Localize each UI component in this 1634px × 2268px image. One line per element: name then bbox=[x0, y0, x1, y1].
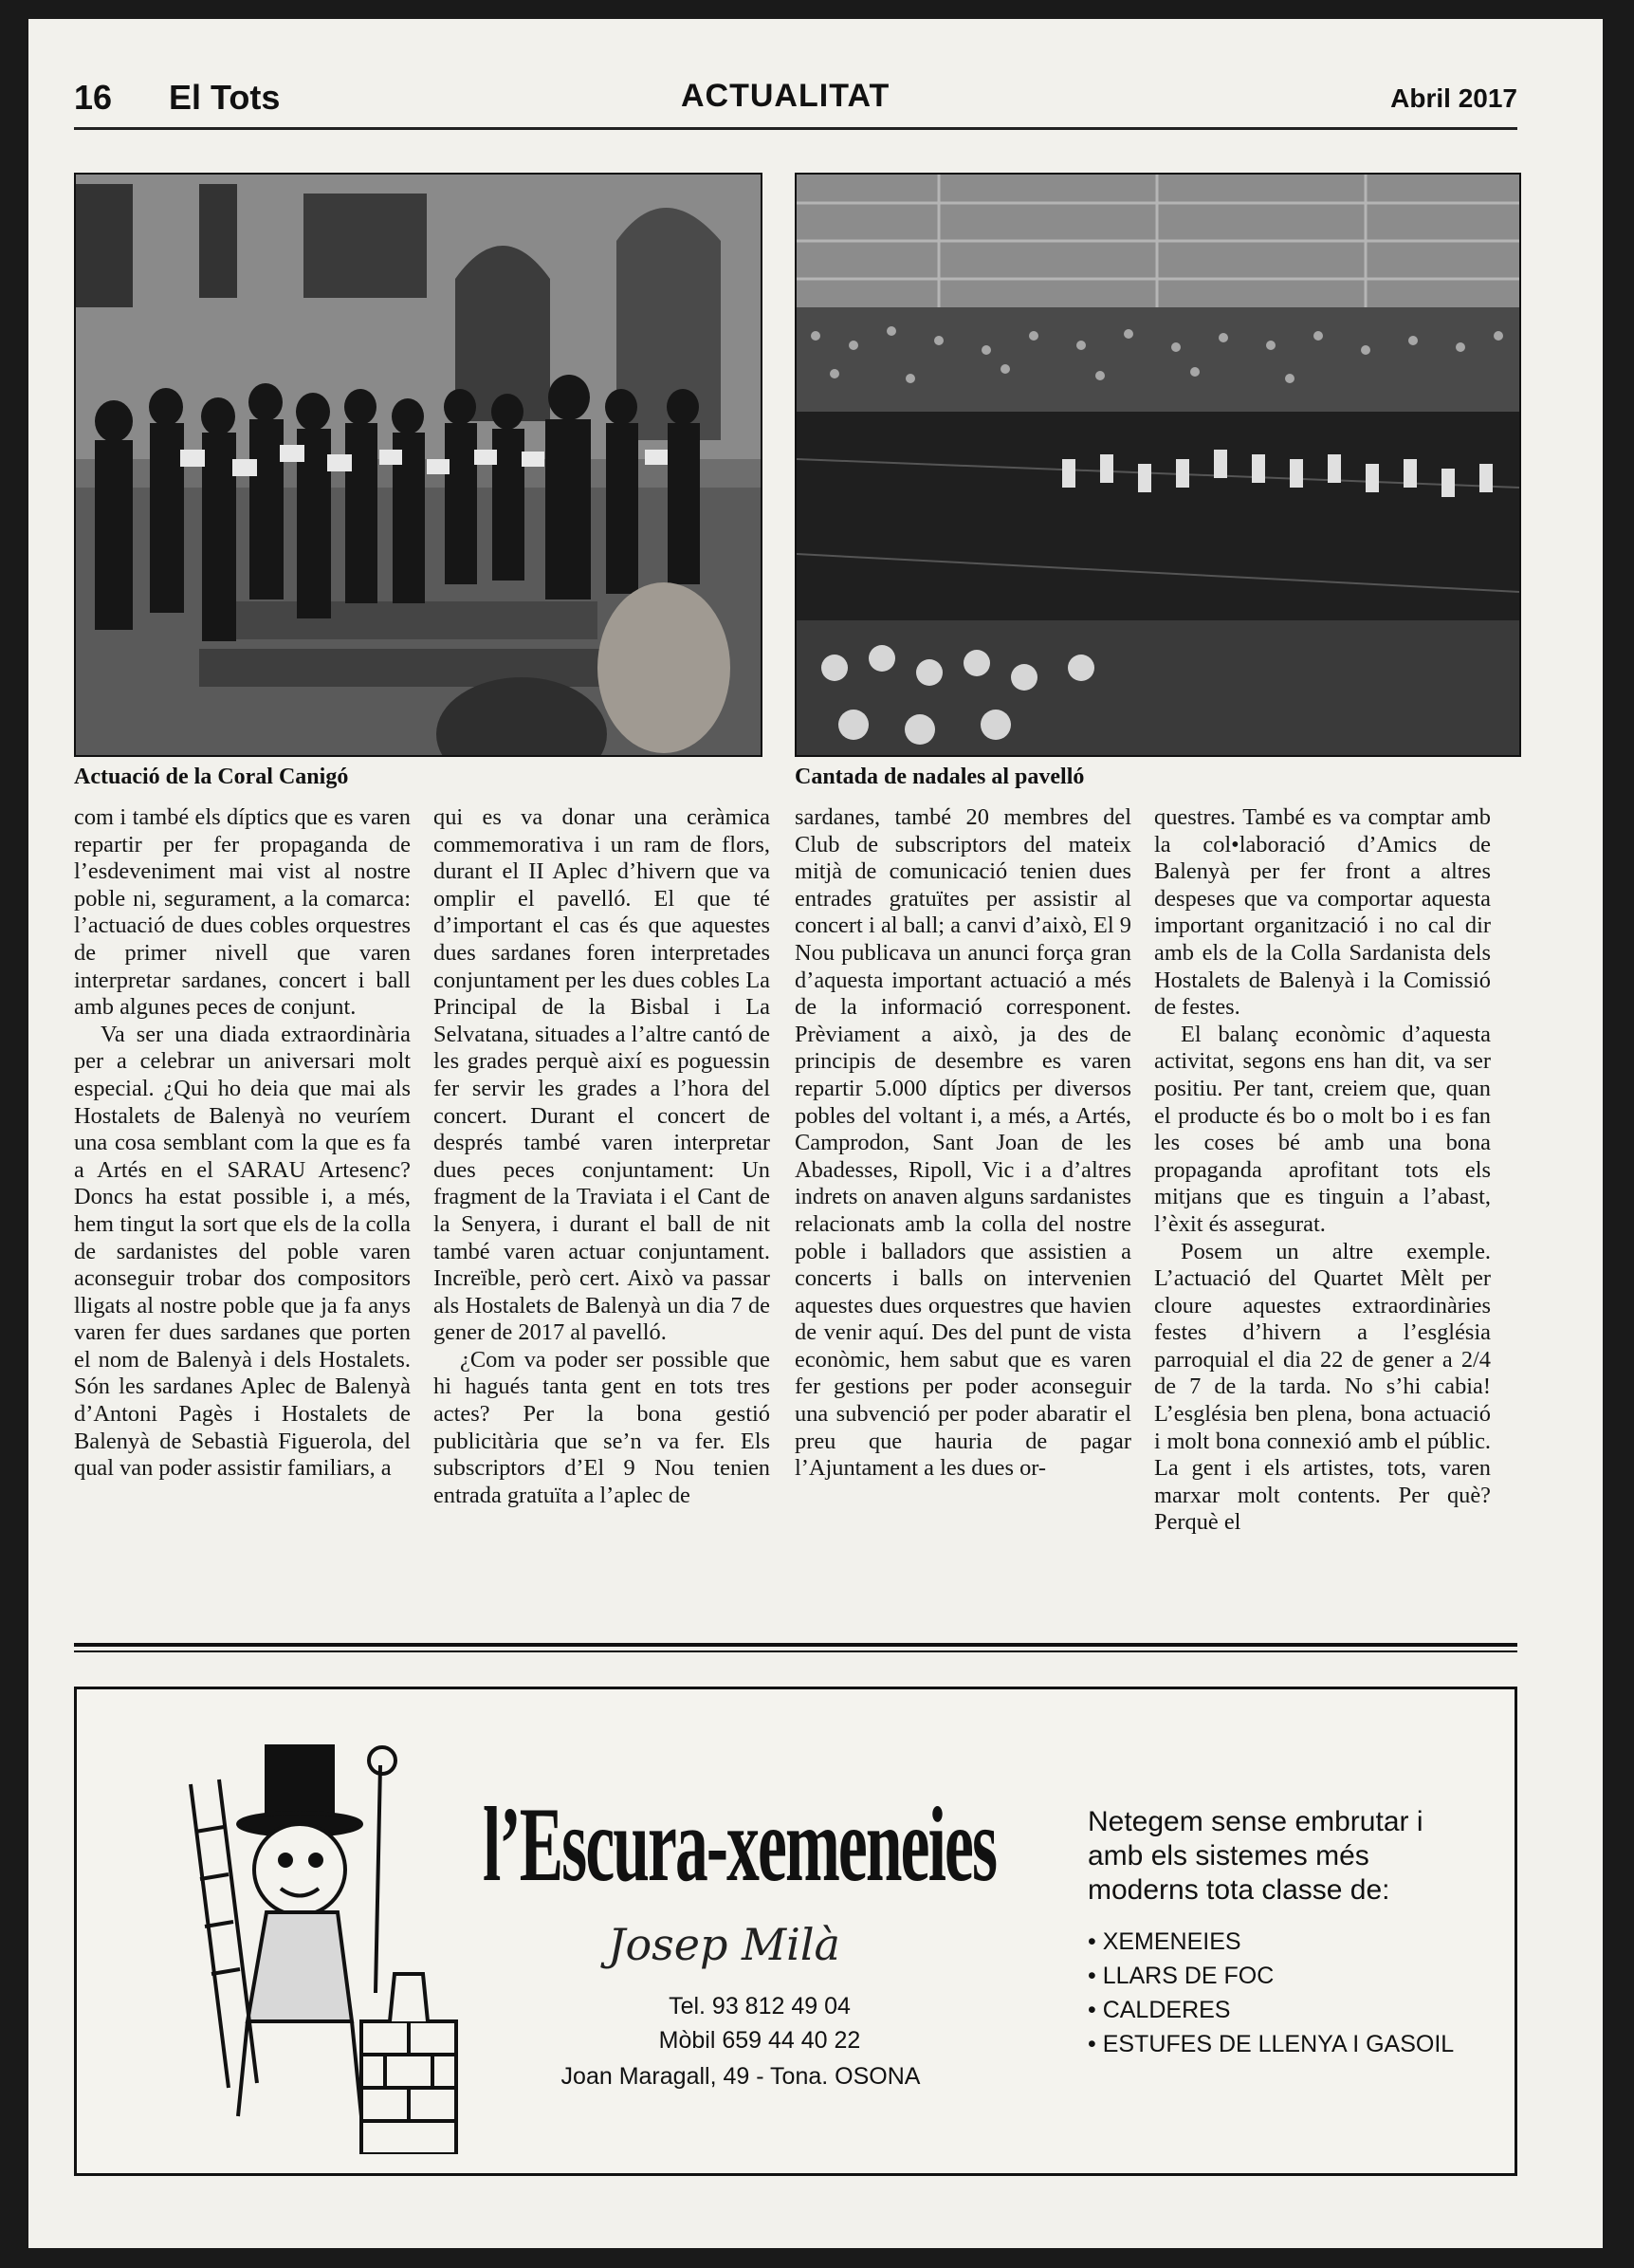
chimney-sweep-icon bbox=[134, 1708, 475, 2154]
article-column bbox=[795, 804, 1131, 1618]
ad-tagline: Netegem sense embrutar i amb els sistemes més moderns tota classe de: bbox=[1088, 1806, 1423, 1906]
paragraph: qui es va donar una ceràmica commemorativa i un ram de flors, durant el II Aplec d’hivern que va omplir el pavelló. El que té d’important el cas és que aquestes dues sardanes foren interpretades conjuntament per les dues cobles La Principal de la Bisbal i La Selvatana, situades a l’altre cantó de les grades perquè així es poguessin fer servir les grades a l’hora del concert. Durant el concert de després també varen interpretar dues peces conjuntament: Un fragment de la Traviata i el Cant de la Senyera, i durant el ball de nit també varen actuar conjuntament. Increïble, però cert. Això va passar als Hostalets de Balenyà un dia 7 de gener de 2017 al pavelló. bbox=[433, 804, 770, 1346]
photo-caption: Actuació de la Coral Canigó bbox=[74, 765, 349, 789]
paragraph: Va ser una diada extraordinària per a celebrar un aniversari molt especial. ¿Qui ho deia que mai als Hostalets de Balenyà no veuríem una cosa semblant com la que es fa a Artés en el SARAU Artesenc? Doncs ha estat possible i, a més, hem tingut la sort que els de la colla de sardanistes del poble varen aconseguir trobar dos compositors lligats al nostre poble que ja fa anys varen fer dues sardanes que porten el nom de Balenyà i dels Hostalets. Són les sardanes Aplec de Balenyà d’Antoni Pagès i Hostalets de Balenyà de Sebastià Figuerola, del qual van poder assistir familiars, a bbox=[74, 1021, 411, 1482]
ad-service-item: • XEMENEIES bbox=[1088, 1925, 1454, 1959]
issue-date: Abril 2017 bbox=[1390, 83, 1517, 113]
page-number: 16 bbox=[74, 78, 113, 117]
ad-service-item: • CALDERES bbox=[1088, 1993, 1454, 2027]
choir-photo bbox=[74, 173, 762, 757]
article-column bbox=[74, 804, 411, 1618]
article-column bbox=[1154, 804, 1491, 1618]
paragraph: El balanç econòmic d’aquesta activitat, segons ens han dit, va ser positiu. Per tant, creiem que, quan el producte és bo o molt bo i es fan les coses bé amb una bona propaganda aprofitant tots els mitjans que es tinguin a l’abast, l’èxit és assegurat. bbox=[1154, 1021, 1491, 1237]
paragraph: ¿Com va poder ser possible que hi hagués tanta gent en tots tres actes? Per la bona gestió publicitària que se’n va fer. Els subscriptors d’El 9 Nou tenien entrada gratuïta a l’aplec de bbox=[433, 1346, 770, 1508]
divider bbox=[74, 1650, 1517, 1652]
divider bbox=[74, 1643, 1517, 1647]
ad-service-item: • ESTUFES DE LLENYA I GASOIL bbox=[1088, 2027, 1454, 2061]
ad-phone: Tel. 93 812 49 04 bbox=[669, 1993, 851, 2019]
article-column bbox=[433, 804, 770, 1618]
ad-service-item: • LLARS DE FOC bbox=[1088, 1959, 1454, 1993]
section-title: ACTUALITAT bbox=[681, 78, 890, 114]
paragraph: Posem un altre exemple. L’actuació del Quartet Mèlt per cloure aquestes extraordinàries festes d’hivern a l’església parroquial el dia 22 de gener a 2/4 de 7 de la tarda. No s’hi cabia! L’església ben plena, bona actuació i molt bona connexió amb el públic. La gent i els artistes, tots, varen marxar molt contents. Per què? Perquè el bbox=[1154, 1238, 1491, 1536]
ad-services-list bbox=[1088, 1925, 1454, 2061]
paragraph: sardanes, també 20 membres del Club de subscriptors del mateix mitjà de comunicació tenien dues entrades gratuïtes per assistir al concert i al ball; a canvi d’això, El 9 Nou publicava un anunci força gran d’aquesta important actuació a més de la informació corresponent. Prèviament a això, ja des de principis de desembre es varen repartir 5.000 díptics per diversos pobles del voltant i, a més, a Artés, Camprodon, Sant Joan de les Abadesses, Ripoll, Vic i a d’altres indrets on anaven alguns sardanistes relacionats amb la colla del nostre poble i balladors que assistien a concerts i balls on intervenien aquestes dues orquestres que havien de venir aquí. Des del punt de vista econòmic, hem sabut que es varen fer gestions per poder aconseguir una subvenció per poder abaratir el preu que hauria de pagar l’Ajuntament a les dues or- bbox=[795, 804, 1131, 1482]
paragraph: com i també els díptics que es varen repartir per fer propaganda de l’esdeveniment mai vist al nostre poble ni, segurament, a la comarca: l’actuació de dues cobles orquestres de primer nivell que varen interpretar sardanes, concert i ball amb algunes peces de conjunt. bbox=[74, 804, 411, 1021]
photo-caption: Cantada de nadales al pavelló bbox=[795, 765, 1085, 789]
paragraph: questres. També es va comptar amb la col•laboració d’Amics de Balenyà per fer front a altres despeses que va comportar aquesta important organització i no cal dir amb els de la Colla Sardanista dels Hostalets de Balenyà i la Comissió de festes. bbox=[1154, 804, 1491, 1021]
page-header bbox=[74, 66, 1517, 130]
advertisement bbox=[74, 1687, 1517, 2176]
ad-address: Joan Maragall, 49 - Tona. OSONA bbox=[560, 2063, 921, 2090]
ad-brand-logo: l’Escura-xemeneies bbox=[483, 1786, 997, 1904]
magazine-title: El Tots bbox=[169, 78, 281, 117]
ad-mobile: Mòbil 659 44 40 22 bbox=[658, 2027, 861, 2054]
pavilion-photo bbox=[795, 173, 1521, 757]
ad-signature: Josep Milà bbox=[608, 1919, 840, 1970]
